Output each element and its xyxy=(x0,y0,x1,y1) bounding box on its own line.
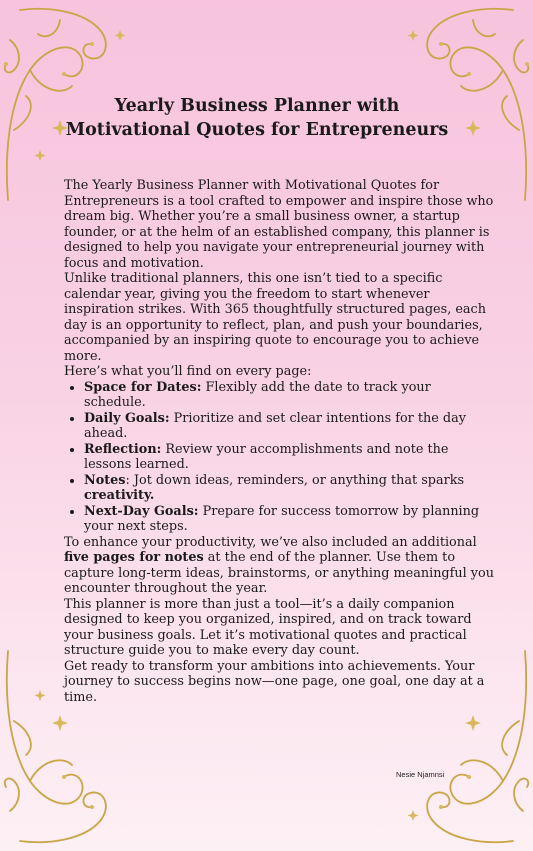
extra-pages-text-end: at the end of the planner. Use them to capture long-term ideas, brainstorms, or anything meaningful you encounter throughout the year. xyxy=(64,550,494,596)
features-intro: Here’s what you’ll find on every page: xyxy=(64,364,312,379)
feature-bold-tail: creativity. xyxy=(84,488,155,503)
companion-paragraph: This planner is more than just a tool—it’s a daily companion designed to keep you organized, inspired, and on track toward your business goals. Let it’s motivational quotes and practical structure guide you to make every day count. xyxy=(64,596,472,658)
feature-text: Flexibly add the date to track your schedule. xyxy=(84,379,431,410)
feature-text: : Jot down ideas, reminders, or anything that sparks xyxy=(125,472,465,488)
extra-pages-text-start: To enhance your productivity, we’ve also included an additional xyxy=(64,534,477,550)
list-item xyxy=(84,504,494,535)
author-name: Nesie Njamnsi xyxy=(396,770,445,779)
feature-label: Space for Dates: xyxy=(84,379,202,395)
document-body xyxy=(64,178,494,705)
feature-label: Reflection: xyxy=(84,441,162,457)
feature-text: Prioritize and set clear intentions for the day ahead. xyxy=(84,410,466,441)
list-item xyxy=(84,442,494,473)
feature-label: Daily Goals: xyxy=(84,410,170,426)
features-list xyxy=(64,380,494,535)
page-title: Yearly Business Planner with Motivational Quotes for Entrepreneurs xyxy=(65,96,449,140)
list-item xyxy=(84,380,494,411)
list-item xyxy=(84,473,494,504)
feature-label: Notes xyxy=(84,472,126,488)
feature-text: Prepare for success tomorrow by planning your next steps. xyxy=(84,503,480,534)
undated-paragraph: Unlike traditional planners, this one isn’t tied to a specific calendar year, giving you the freedom to start whenever inspiration strikes. With 365 thoughtfully structured pages, each day is an opportunity to reflect, plan, and push your boundaries, accompanied by an inspiring quote to encourage you to achieve more. xyxy=(64,271,486,364)
feature-text: Review your accomplishments and note the lessons learned. xyxy=(84,441,449,472)
feature-label: Next-Day Goals: xyxy=(84,503,199,519)
list-item xyxy=(84,411,494,442)
intro-paragraph: The Yearly Business Planner with Motivational Quotes for Entrepreneurs is a tool crafted to empower and inspire those who dream big. Whether you’re a small business owner, a startup founder, or at the helm of an established company, this planner is designed to help you navigate your entrepreneurial journey with focus and motivation. xyxy=(64,178,494,271)
extra-pages-highlight: five pages for notes xyxy=(64,550,204,565)
closing-paragraph: Get ready to transform your ambitions into achievements. Your journey to success begins now—one page, one goal, one day at a time. xyxy=(64,658,485,705)
extra-pages-paragraph xyxy=(64,535,494,597)
